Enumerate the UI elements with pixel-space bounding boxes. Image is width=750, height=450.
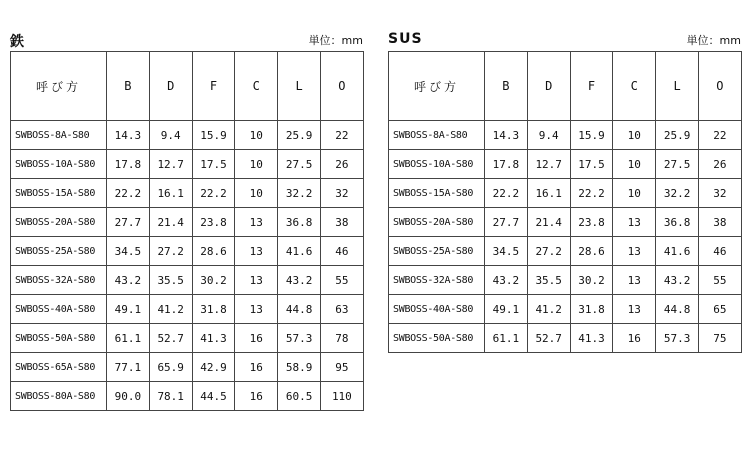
cell-o: 95 <box>320 353 363 382</box>
cell-designation: SWBOSS-32A-S80 <box>389 266 485 295</box>
cell-f: 30.2 <box>570 266 613 295</box>
cell-f: 23.8 <box>570 208 613 237</box>
cell-b: 17.8 <box>485 150 528 179</box>
cell-o: 32 <box>698 179 741 208</box>
cell-d: 35.5 <box>527 266 570 295</box>
column-header-f: F <box>192 52 235 121</box>
cell-b: 90.0 <box>107 382 150 411</box>
table-row <box>11 237 364 266</box>
cell-o: 78 <box>320 324 363 353</box>
steel-spec-panel <box>10 31 363 411</box>
table-row <box>11 208 364 237</box>
cell-designation: SWBOSS-20A-S80 <box>11 208 107 237</box>
table-row <box>11 179 364 208</box>
cell-c: 16 <box>235 353 278 382</box>
column-header-d: D <box>149 52 192 121</box>
cell-b: 43.2 <box>485 266 528 295</box>
table-row <box>11 353 364 382</box>
cell-b: 49.1 <box>107 295 150 324</box>
cell-c: 10 <box>235 121 278 150</box>
column-header-f: F <box>570 52 613 121</box>
cell-c: 13 <box>235 237 278 266</box>
cell-o: 38 <box>320 208 363 237</box>
steel-table-body <box>11 121 364 411</box>
table-header-row <box>11 52 364 121</box>
cell-designation: SWBOSS-50A-S80 <box>11 324 107 353</box>
cell-l: 27.5 <box>656 150 699 179</box>
cell-designation: SWBOSS-15A-S80 <box>11 179 107 208</box>
cell-f: 31.8 <box>570 295 613 324</box>
cell-o: 46 <box>698 237 741 266</box>
cell-c: 13 <box>613 237 656 266</box>
sus-panel-header <box>388 31 741 51</box>
cell-designation: SWBOSS-25A-S80 <box>11 237 107 266</box>
cell-o: 32 <box>320 179 363 208</box>
cell-f: 31.8 <box>192 295 235 324</box>
cell-o: 22 <box>320 121 363 150</box>
cell-l: 57.3 <box>656 324 699 353</box>
cell-o: 22 <box>698 121 741 150</box>
cell-b: 43.2 <box>107 266 150 295</box>
cell-l: 36.8 <box>278 208 321 237</box>
cell-b: 27.7 <box>107 208 150 237</box>
cell-c: 10 <box>235 179 278 208</box>
cell-f: 28.6 <box>192 237 235 266</box>
cell-o: 65 <box>698 295 741 324</box>
cell-d: 27.2 <box>149 237 192 266</box>
cell-c: 13 <box>613 295 656 324</box>
cell-b: 34.5 <box>485 237 528 266</box>
cell-l: 43.2 <box>656 266 699 295</box>
cell-d: 21.4 <box>149 208 192 237</box>
sus-spec-panel <box>388 31 741 353</box>
cell-d: 21.4 <box>527 208 570 237</box>
cell-l: 32.2 <box>656 179 699 208</box>
cell-b: 22.2 <box>107 179 150 208</box>
cell-designation: SWBOSS-25A-S80 <box>389 237 485 266</box>
table-row <box>389 150 742 179</box>
cell-c: 10 <box>613 121 656 150</box>
steel-spec-table <box>10 51 364 411</box>
cell-b: 34.5 <box>107 237 150 266</box>
cell-d: 52.7 <box>149 324 192 353</box>
cell-d: 35.5 <box>149 266 192 295</box>
cell-designation: SWBOSS-8A-S80 <box>11 121 107 150</box>
cell-f: 22.2 <box>570 179 613 208</box>
table-row <box>11 150 364 179</box>
cell-c: 13 <box>235 295 278 324</box>
cell-l: 60.5 <box>278 382 321 411</box>
table-row <box>389 266 742 295</box>
cell-designation: SWBOSS-80A-S80 <box>11 382 107 411</box>
cell-designation: SWBOSS-10A-S80 <box>389 150 485 179</box>
cell-f: 23.8 <box>192 208 235 237</box>
cell-c: 13 <box>613 208 656 237</box>
table-row <box>389 121 742 150</box>
column-header-d: D <box>527 52 570 121</box>
cell-d: 9.4 <box>527 121 570 150</box>
cell-f: 41.3 <box>192 324 235 353</box>
cell-b: 77.1 <box>107 353 150 382</box>
cell-designation: SWBOSS-50A-S80 <box>389 324 485 353</box>
column-header-o: O <box>698 52 741 121</box>
cell-l: 44.8 <box>656 295 699 324</box>
cell-d: 27.2 <box>527 237 570 266</box>
cell-d: 65.9 <box>149 353 192 382</box>
steel-unit-label: 単位：mm <box>308 34 363 47</box>
table-row <box>11 324 364 353</box>
cell-c: 13 <box>613 266 656 295</box>
table-row <box>389 295 742 324</box>
cell-l: 57.3 <box>278 324 321 353</box>
table-row <box>389 208 742 237</box>
sus-spec-table <box>388 51 742 353</box>
sus-table-body <box>389 121 742 353</box>
cell-d: 52.7 <box>527 324 570 353</box>
cell-d: 16.1 <box>527 179 570 208</box>
cell-o: 38 <box>698 208 741 237</box>
cell-designation: SWBOSS-40A-S80 <box>389 295 485 324</box>
cell-l: 58.9 <box>278 353 321 382</box>
cell-o: 110 <box>320 382 363 411</box>
cell-b: 49.1 <box>485 295 528 324</box>
steel-panel-header <box>10 31 363 51</box>
cell-o: 63 <box>320 295 363 324</box>
cell-b: 61.1 <box>485 324 528 353</box>
table-row <box>11 382 364 411</box>
cell-designation: SWBOSS-10A-S80 <box>11 150 107 179</box>
cell-b: 14.3 <box>107 121 150 150</box>
cell-l: 44.8 <box>278 295 321 324</box>
cell-l: 25.9 <box>656 121 699 150</box>
column-header-b: B <box>485 52 528 121</box>
cell-b: 14.3 <box>485 121 528 150</box>
cell-d: 12.7 <box>527 150 570 179</box>
sus-table-title: SUS <box>388 31 423 47</box>
steel-table-title: 鉄 <box>10 34 25 50</box>
table-row <box>389 179 742 208</box>
cell-c: 10 <box>613 150 656 179</box>
cell-o: 75 <box>698 324 741 353</box>
cell-f: 42.9 <box>192 353 235 382</box>
cell-f: 28.6 <box>570 237 613 266</box>
table-row <box>11 121 364 150</box>
cell-c: 10 <box>235 150 278 179</box>
cell-o: 55 <box>320 266 363 295</box>
column-header-l: L <box>278 52 321 121</box>
cell-f: 15.9 <box>192 121 235 150</box>
cell-d: 41.2 <box>149 295 192 324</box>
cell-c: 13 <box>235 208 278 237</box>
table-row <box>11 295 364 324</box>
cell-designation: SWBOSS-15A-S80 <box>389 179 485 208</box>
cell-c: 13 <box>235 266 278 295</box>
column-header-designation: 呼び方 <box>11 52 107 121</box>
cell-f: 44.5 <box>192 382 235 411</box>
cell-c: 16 <box>235 382 278 411</box>
cell-c: 16 <box>235 324 278 353</box>
cell-l: 25.9 <box>278 121 321 150</box>
cell-o: 46 <box>320 237 363 266</box>
cell-l: 43.2 <box>278 266 321 295</box>
cell-b: 61.1 <box>107 324 150 353</box>
column-header-c: C <box>613 52 656 121</box>
cell-c: 16 <box>613 324 656 353</box>
cell-designation: SWBOSS-20A-S80 <box>389 208 485 237</box>
column-header-l: L <box>656 52 699 121</box>
table-row <box>11 266 364 295</box>
cell-o: 55 <box>698 266 741 295</box>
column-header-designation: 呼び方 <box>389 52 485 121</box>
cell-f: 30.2 <box>192 266 235 295</box>
cell-d: 41.2 <box>527 295 570 324</box>
cell-b: 27.7 <box>485 208 528 237</box>
cell-d: 12.7 <box>149 150 192 179</box>
column-header-b: B <box>107 52 150 121</box>
cell-f: 15.9 <box>570 121 613 150</box>
cell-f: 22.2 <box>192 179 235 208</box>
cell-d: 78.1 <box>149 382 192 411</box>
cell-designation: SWBOSS-8A-S80 <box>389 121 485 150</box>
cell-d: 9.4 <box>149 121 192 150</box>
cell-f: 17.5 <box>570 150 613 179</box>
cell-d: 16.1 <box>149 179 192 208</box>
cell-l: 41.6 <box>656 237 699 266</box>
cell-designation: SWBOSS-65A-S80 <box>11 353 107 382</box>
cell-b: 22.2 <box>485 179 528 208</box>
cell-o: 26 <box>320 150 363 179</box>
column-header-c: C <box>235 52 278 121</box>
table-row <box>389 324 742 353</box>
cell-designation: SWBOSS-32A-S80 <box>11 266 107 295</box>
cell-l: 36.8 <box>656 208 699 237</box>
table-row <box>389 237 742 266</box>
cell-l: 27.5 <box>278 150 321 179</box>
cell-l: 41.6 <box>278 237 321 266</box>
cell-f: 41.3 <box>570 324 613 353</box>
cell-l: 32.2 <box>278 179 321 208</box>
cell-designation: SWBOSS-40A-S80 <box>11 295 107 324</box>
cell-c: 10 <box>613 179 656 208</box>
sus-unit-label: 単位：mm <box>686 34 741 47</box>
cell-o: 26 <box>698 150 741 179</box>
table-header-row <box>389 52 742 121</box>
column-header-o: O <box>320 52 363 121</box>
cell-f: 17.5 <box>192 150 235 179</box>
cell-b: 17.8 <box>107 150 150 179</box>
